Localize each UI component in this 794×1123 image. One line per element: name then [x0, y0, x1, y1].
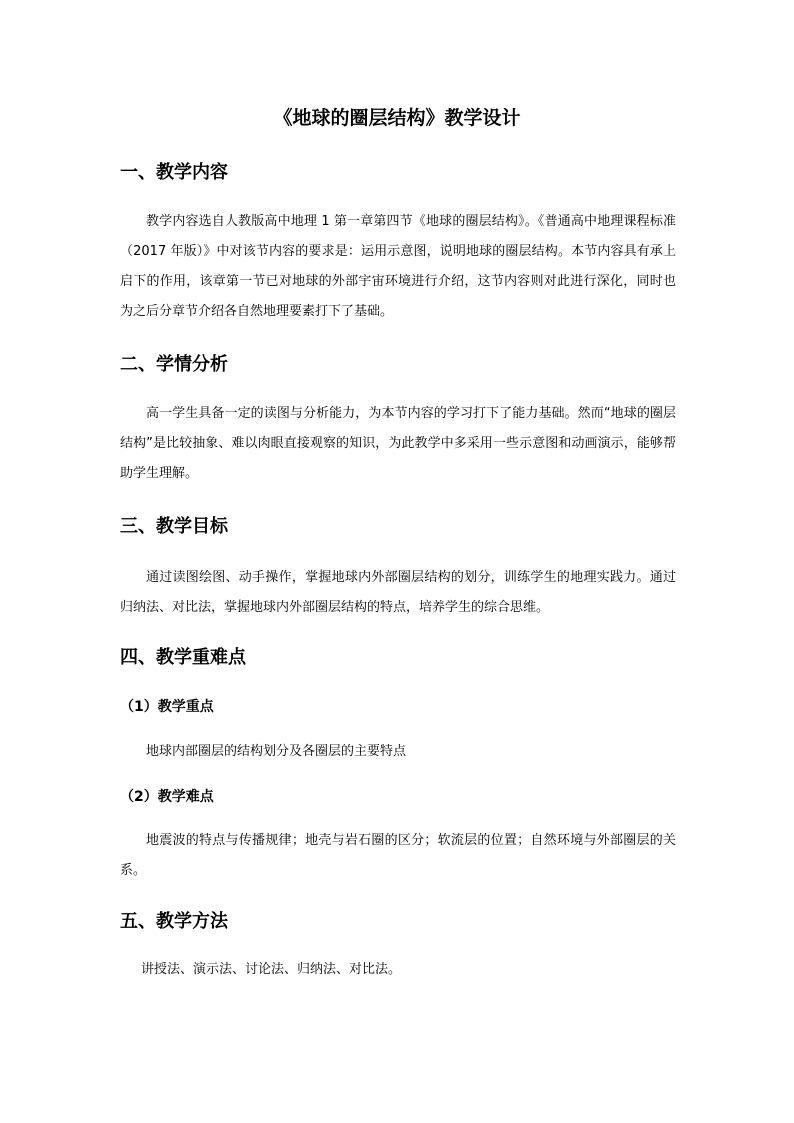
document-title: 《地球的圈层结构》教学设计 — [273, 107, 521, 129]
section-paragraph-analysis: 高一学生具备一定的读图与分析能力，为本节内容的学习打下了能力基础。然而“地球的圈层结构”是比较抽象、难以肉眼直接观察的知识，为此教学中多采用一些示意图和动画演示，能够帮助学生理解。 — [120, 406, 676, 481]
subsection-paragraph-focus: 地球内部圈层的结构划分及各圈层的主要特点 — [146, 744, 407, 759]
section-heading-analysis: 二、学情分析 — [120, 354, 228, 375]
section-heading-content: 一、教学内容 — [120, 162, 228, 183]
subsection-heading-difficulty: （2）教学难点 — [120, 789, 214, 805]
section-heading-goals: 三、教学目标 — [120, 516, 228, 537]
subsection-paragraph-difficulty: 地震波的特点与传播规律；地壳与岩石圈的区分；软流层的位置；自然环境与外部圈层的关系。 — [120, 833, 676, 878]
section-paragraph-goals: 通过读图绘图、动手操作，掌握地球内外部圈层结构的划分，训练学生的地理实践力。通过归纳法、对比法，掌握地球内外部圈层结构的特点，培养学生的综合思维。 — [120, 570, 676, 615]
section-paragraph-methods: 讲授法、演示法、讨论法、归纳法、对比法。 — [141, 962, 402, 977]
section-heading-methods: 五、教学方法 — [120, 911, 228, 932]
section-paragraph-content: 教学内容选自人教版高中地理 1 第一章第四节《地球的圈层结构》。《普通高中地理课程标准（2017 年版）》中对该节内容的要求是：运用示意图，说明地球的圈层结构。本节内容具有承上启下的作用，该章第一节已对地球的外部宇宙环境进行介绍，这节内容则对此进行深化，同时也为之后分章节介绍各自然地理要素打下了基础。 — [120, 214, 676, 319]
subsection-heading-focus: （1）教学重点 — [120, 699, 214, 715]
section-heading-key-points: 四、教学重难点 — [120, 647, 246, 668]
